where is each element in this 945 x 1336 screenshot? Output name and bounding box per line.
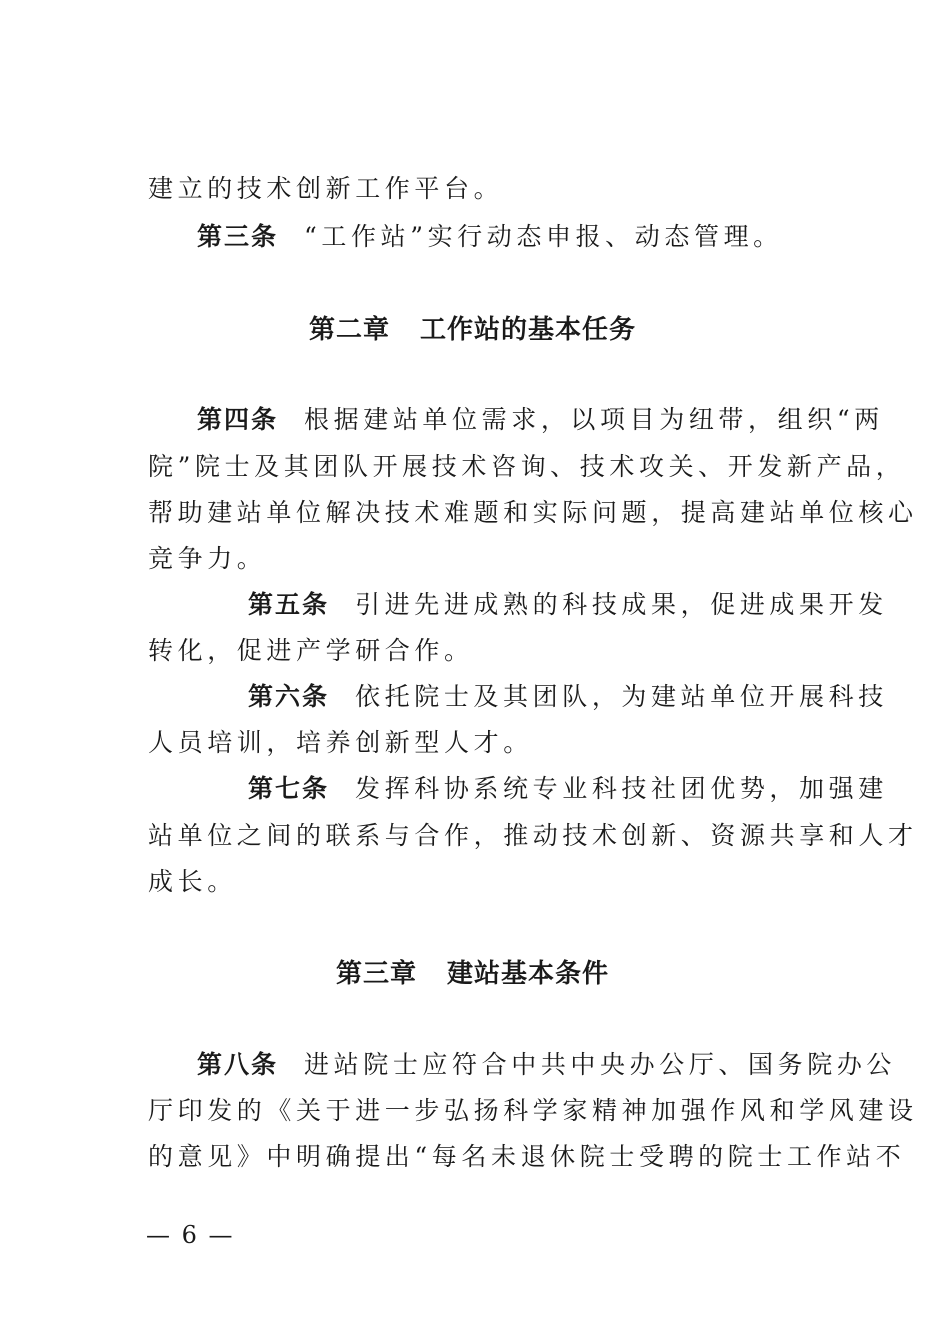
article-4-line-3: 帮助建站单位解决技术难题和实际问题，提高建站单位核心 [148,498,918,527]
chapter-3-number: 第三章 [335,959,417,989]
chapter-3-heading [0,958,945,990]
article-4-line-2: 院”院士及其团队开展技术咨询、技术攻关、开发新产品， [148,452,906,481]
article-7-line-1 [248,774,908,804]
article-8-line-1 [197,1050,897,1080]
article-5-line-2: 转化，促进产学研合作。 [148,636,474,665]
article-7-line-2: 站单位之间的联系与合作，推动技术创新、资源共享和人才 [148,821,918,850]
article-6-label: 第六条 [248,682,330,711]
article-6-line-2: 人员培训，培养创新型人才。 [148,728,533,757]
article-4-line-4: 竞争力。 [148,544,267,573]
article-8-text-1: 进站院士应符合中共中央办公厅、国务院办公 [304,1050,897,1079]
chapter-2-title: 工作站的基本任务 [420,315,637,345]
article-5-label: 第五条 [248,590,330,619]
chapter-2-heading [0,314,945,346]
article-3 [197,222,857,252]
chapter-3-title: 建站基本条件 [447,959,610,989]
article-5-text-1: 引进先进成熟的科技成果，促进成果开发 [355,590,888,619]
article-7-text-1: 发挥科协系统专业科技社团优势，加强建 [355,774,888,803]
page-number: — 6 — [146,1221,235,1249]
article-8-label: 第八条 [197,1050,279,1079]
article-6-text-1: 依托院士及其团队，为建站单位开展科技 [355,682,888,711]
article-3-label: 第三条 [197,222,279,251]
article-4-label: 第四条 [197,405,279,434]
article-8-line-3: 的意见》中明确提出“每名未退休院士受聘的院士工作站不 [148,1142,906,1171]
chapter-2-number: 第二章 [308,315,390,345]
article-6-line-1 [248,682,908,712]
article-5-line-1 [248,590,908,620]
paragraph-continuation: 建立的技术创新工作平台。 [148,174,504,203]
article-4-text-1: 根据建站单位需求，以项目为纽带，组织“两 [304,405,884,434]
article-3-text: “工作站”实行动态申报、动态管理。 [304,222,783,251]
article-7-line-3: 成长。 [148,867,237,896]
article-7-label: 第七条 [248,774,330,803]
article-4-line-1 [197,405,884,435]
article-8-line-2: 厅印发的《关于进一步弘扬科学家精神加强作风和学风建设 [148,1096,918,1125]
